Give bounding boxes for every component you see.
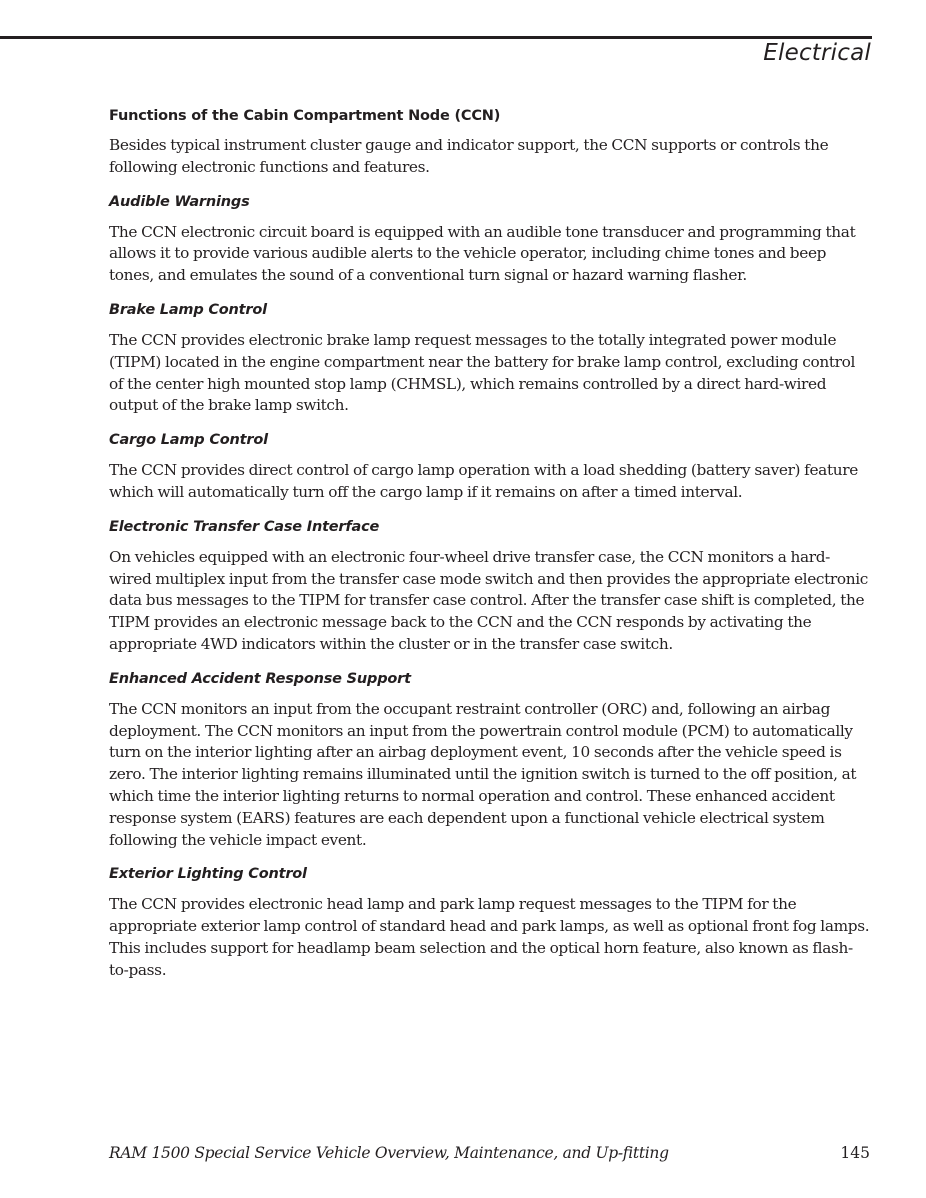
section-brake-lamp-control xyxy=(109,300,871,417)
footer-document-title: RAM 1500 Special Service Vehicle Overview, Maintenance, and Up-fitting xyxy=(109,1144,669,1162)
section-heading: Audible Warnings xyxy=(109,193,250,210)
section-body: The CCN electronic circuit board is equipped with an audible tone transducer and programming that allows it to provide various audible alerts to the vehicle operator, including chime tones and beep tones, and emulates the sound of a conventional turn signal or hazard warning flasher. xyxy=(109,222,856,285)
section-transfer-case-interface xyxy=(109,517,871,656)
main-heading: Functions of the Cabin Compartment Node (CCN) xyxy=(109,108,501,124)
section-heading: Electronic Transfer Case Interface xyxy=(109,518,380,535)
section-accident-response-support xyxy=(109,669,871,852)
section-cargo-lamp-control xyxy=(109,430,871,504)
section-body: On vehicles equipped with an electronic four-wheel drive transfer case, the CCN monitors a hard-wired multiplex input from the transfer case mode switch and then provides the appropriate electronic data bus messages to the TIPM for transfer case control. After the transfer case shift is completed, the TIPM provides an electronic message back to the CCN and the CCN responds by activating the appropriate 4WD indicators within the cluster or in the transfer case switch. xyxy=(109,547,869,653)
section-body: The CCN provides electronic brake lamp request messages to the totally integrated power module (TIPM) located in the engine compartment near the battery for brake lamp control, excluding control of the center high mounted stop lamp (CHMSL), which remains controlled by a direct hard-wired output of the brake lamp switch. xyxy=(109,330,856,415)
section-body: The CCN provides direct control of cargo lamp operation with a load shedding (battery saver) feature which will automatically turn off the cargo lamp if it remains on after a timed interval. xyxy=(109,461,858,501)
section-body: The CCN monitors an input from the occupant restraint controller (ORC) and, following an airbag deployment. The CCN monitors an input from the powertrain control module (PCM) to automatically turn on the interior lighting after an airbag deployment event, 10 seconds after the vehicle speed is zero. The interior lighting remains illuminated until the ignition switch is turned to the off position, at which time the interior lighting returns to normal operation and control. These enhanced accident response system (EARS) features are each dependent upon a functional vehicle electrical system following the vehicle impact event. xyxy=(109,699,857,849)
page-number: 145 xyxy=(840,1144,870,1162)
section-audible-warnings xyxy=(109,192,871,287)
header-rule xyxy=(0,36,872,39)
section-heading: Brake Lamp Control xyxy=(109,301,267,318)
section-heading: Exterior Lighting Control xyxy=(109,866,307,883)
section-heading: Cargo Lamp Control xyxy=(109,432,268,449)
section-title: Electrical xyxy=(763,40,871,66)
section-heading: Enhanced Accident Response Support xyxy=(109,670,411,687)
intro-paragraph: Besides typical instrument cluster gauge and indicator support, the CCN supports or controls the following electronic functions and features. xyxy=(109,136,829,176)
section-body: The CCN provides electronic head lamp and park lamp request messages to the TIPM for the appropriate exterior lamp control of standard head and park lamps, as well as optional front fog lamps. This includes support for headlamp beam selection and the optical horn feature, also known as flash-to-pass. xyxy=(109,895,870,979)
section-exterior-lighting-control xyxy=(109,864,871,981)
page-content xyxy=(109,106,871,982)
